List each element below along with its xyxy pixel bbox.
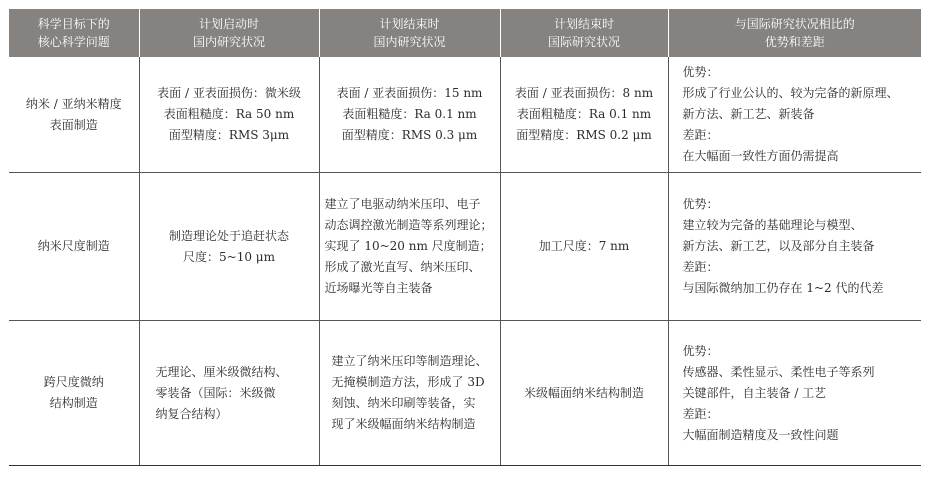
topic-cell: 跨尺度微纳 结构制造 [9, 321, 139, 466]
header-topic: 科学目标下的 核心科学问题 [9, 9, 139, 57]
research-status-table [9, 9, 921, 466]
topic-cell: 纳米 / 亚纳米精度 表面制造 [9, 57, 139, 173]
end-domestic-cell: 建立了电驱动纳米压印、电子 动态调控激光制造等系列理论； 实现了 10~20 nm 尺度制造； 形成了激光直写、纳米压印、 近场曝光等自主装备 [319, 173, 500, 321]
start-domestic-cell: 表面 / 亚表面损伤：微米级 表面粗糙度：Ra 50 nm 面型精度：RMS 3μm [139, 57, 319, 173]
table-row [9, 321, 921, 466]
start-domestic-cell: 无理论、厘米级微结构、 零装备（国际：米级微 纳复合结构） [139, 321, 319, 466]
topic-cell: 纳米尺度制造 [9, 173, 139, 321]
start-domestic-cell: 制造理论处于追赶状态 尺度：5~10 μm [139, 173, 319, 321]
header-start-domestic: 计划启动时 国内研究状况 [139, 9, 319, 57]
table-row [9, 57, 921, 173]
header-end-domestic: 计划结束时 国内研究状况 [319, 9, 500, 57]
comparison-cell: 优势： 传感器、柔性显示、柔性电子等系列 关键部件，自主装备 / 工艺 差距： 大幅面制造精度及一致性问题 [668, 321, 921, 466]
comparison-cell: 优势： 形成了行业公认的、较为完备的新原理、 新方法、新工艺、新装备 差距： 在大幅面一致性方面仍需提高 [668, 57, 921, 173]
table-row [9, 173, 921, 321]
end-international-cell: 加工尺度：7 nm [500, 173, 668, 321]
header-comparison: 与国际研究状况相比的 优势和差距 [668, 9, 921, 57]
end-domestic-cell: 表面 / 亚表面损伤：15 nm 表面粗糙度：Ra 0.1 nm 面型精度：RMS 0.3 μm [319, 57, 500, 173]
comparison-cell: 优势： 建立较为完备的基础理论与模型、 新方法、新工艺，以及部分自主装备 差距： 与国际微纳加工仍存在 1~2 代的代差 [668, 173, 921, 321]
header-end-international: 计划结束时 国际研究状况 [500, 9, 668, 57]
end-international-cell: 米级幅面纳米结构制造 [500, 321, 668, 466]
end-international-cell: 表面 / 亚表面损伤：8 nm 表面粗糙度：Ra 0.1 nm 面型精度：RMS 0.2 μm [500, 57, 668, 173]
end-domestic-cell: 建立了纳米压印等制造理论、 无掩模制造方法，形成了 3D 刻蚀、纳米印刷等装备，实 现了米级幅面纳米结构制造 [319, 321, 500, 466]
header-row [9, 9, 921, 57]
